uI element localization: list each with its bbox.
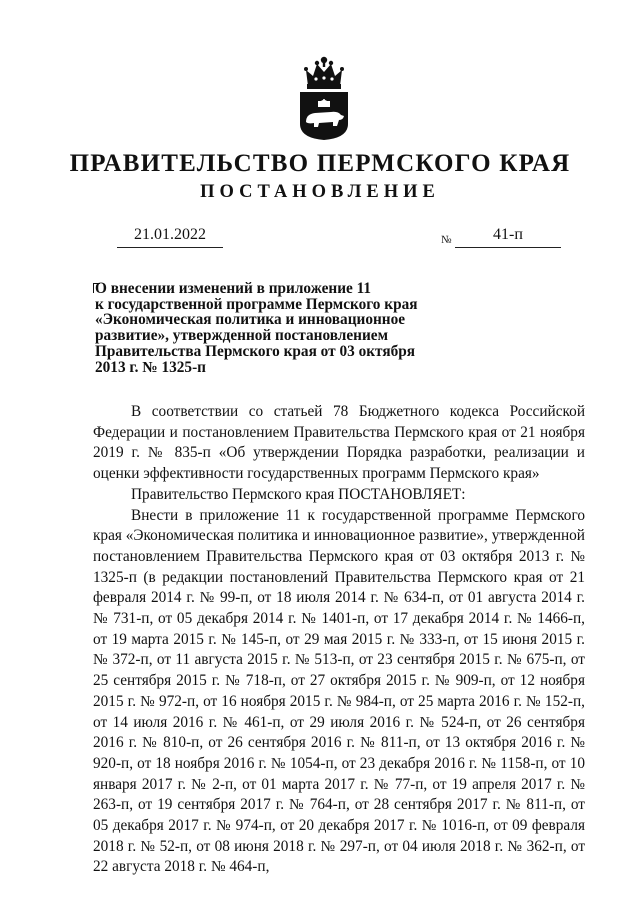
subject-corner-mark [93,283,100,293]
body-paragraph-resolves: Правительство Пермского края ПОСТАНОВЛЯЕТ: [131,485,466,503]
document-date: 21.01.2022 [134,226,206,243]
date-field [117,225,223,248]
document-body [93,402,585,878]
body-paragraph-basis: В соответствии со статьей 78 Бюджетного кодекса Российской Федерации и постановлением Правительства Пермского края от 21 ноября 2019 г. № 835-п «Об утверждении Порядка разработки, реализации и оценки эффективности государственных программ Пермского края» [93,403,585,483]
subject-line: Правительства Пермского края от 03 октября [95,342,416,360]
number-field [455,225,561,248]
document-type: ПОСТАНОВЛЕНИЕ [200,182,440,202]
subject-line: О внесении изменений в приложение 11 [95,280,372,297]
document-subject [95,281,435,375]
document-number: 41-п [493,226,523,243]
perm-krai-coat-of-arms-icon [296,52,352,142]
body-paragraph-amendments: Внести в приложение 11 к государственной программе Пермского края «Экономическая политика и инновационное развитие», утвержденной постановлением Правительства Пермского края от 03 октября 2013 г. № 1325-п (в редакции постановлений Правительства Пермского края от 21 февраля 2014 г. № 99-п, от 18 июля 2014 г. № 634-п, от 01 августа 2014 г. № 731-п, от 05 декабря 2014 г. № 1401-п, от 17 декабря 2014 г. № 1466-п, от 19 марта 2015 г. № 145-п, от 29 мая 2015 г. № 333-п, от 15 июня 2015 г. № 372-п, от 11 августа 2015 г. № 513-п, от 23 сентября 2015 г. № 675-п, от 25 сентября 2015 г. № 718-п, от 27 октября 2015 г. № 909-п, от 12 ноября 2015 г. № 972-п, от 16 ноября 2015 г. № 984-п, от 25 марта 2016 г. № 152-п, от 14 июля 2016 г. № 461-п, от 29 июля 2016 г. № 524-п, от 26 сентября 2016 г. № 810-п, от 26 сентября 2016 г. № 811-п, от 13 октября 2016 г. № 920-п, от 18 ноября 2016 г. № 1054-п, от 23 декабря 2016 г. № 1158-п, от 10 января 2017 г. № 2-п, от 01 марта 2017 г. № 77-п, от 19 апреля 2017 г. № 263-п, от 19 сентября 2017 г. № 764-п, от 28 сентября 2017 г. № 811-п, от 05 декабря 2017 г. № 974-п, от 20 декабря 2017 г. № 1016-п, от 09 февраля 2018 г. № 52-п, от 08 июня 2018 г. № 297-п, от 04 июля 2018 г. № 362-п, от 22 августа 2018 г. № 464-п, [93,506,585,876]
subject-line: 2013 г. № 1325-п [95,358,206,376]
subject-line: развитие», утвержденной постановлением [95,327,388,345]
subject-line: «Экономическая политика и инновационное [95,311,406,329]
subject-line: к государственной программе Пермского края [95,295,418,313]
government-title: ПРАВИТЕЛЬСТВО ПЕРМСКОГО КРАЯ [69,150,571,177]
number-label: № [441,234,452,246]
